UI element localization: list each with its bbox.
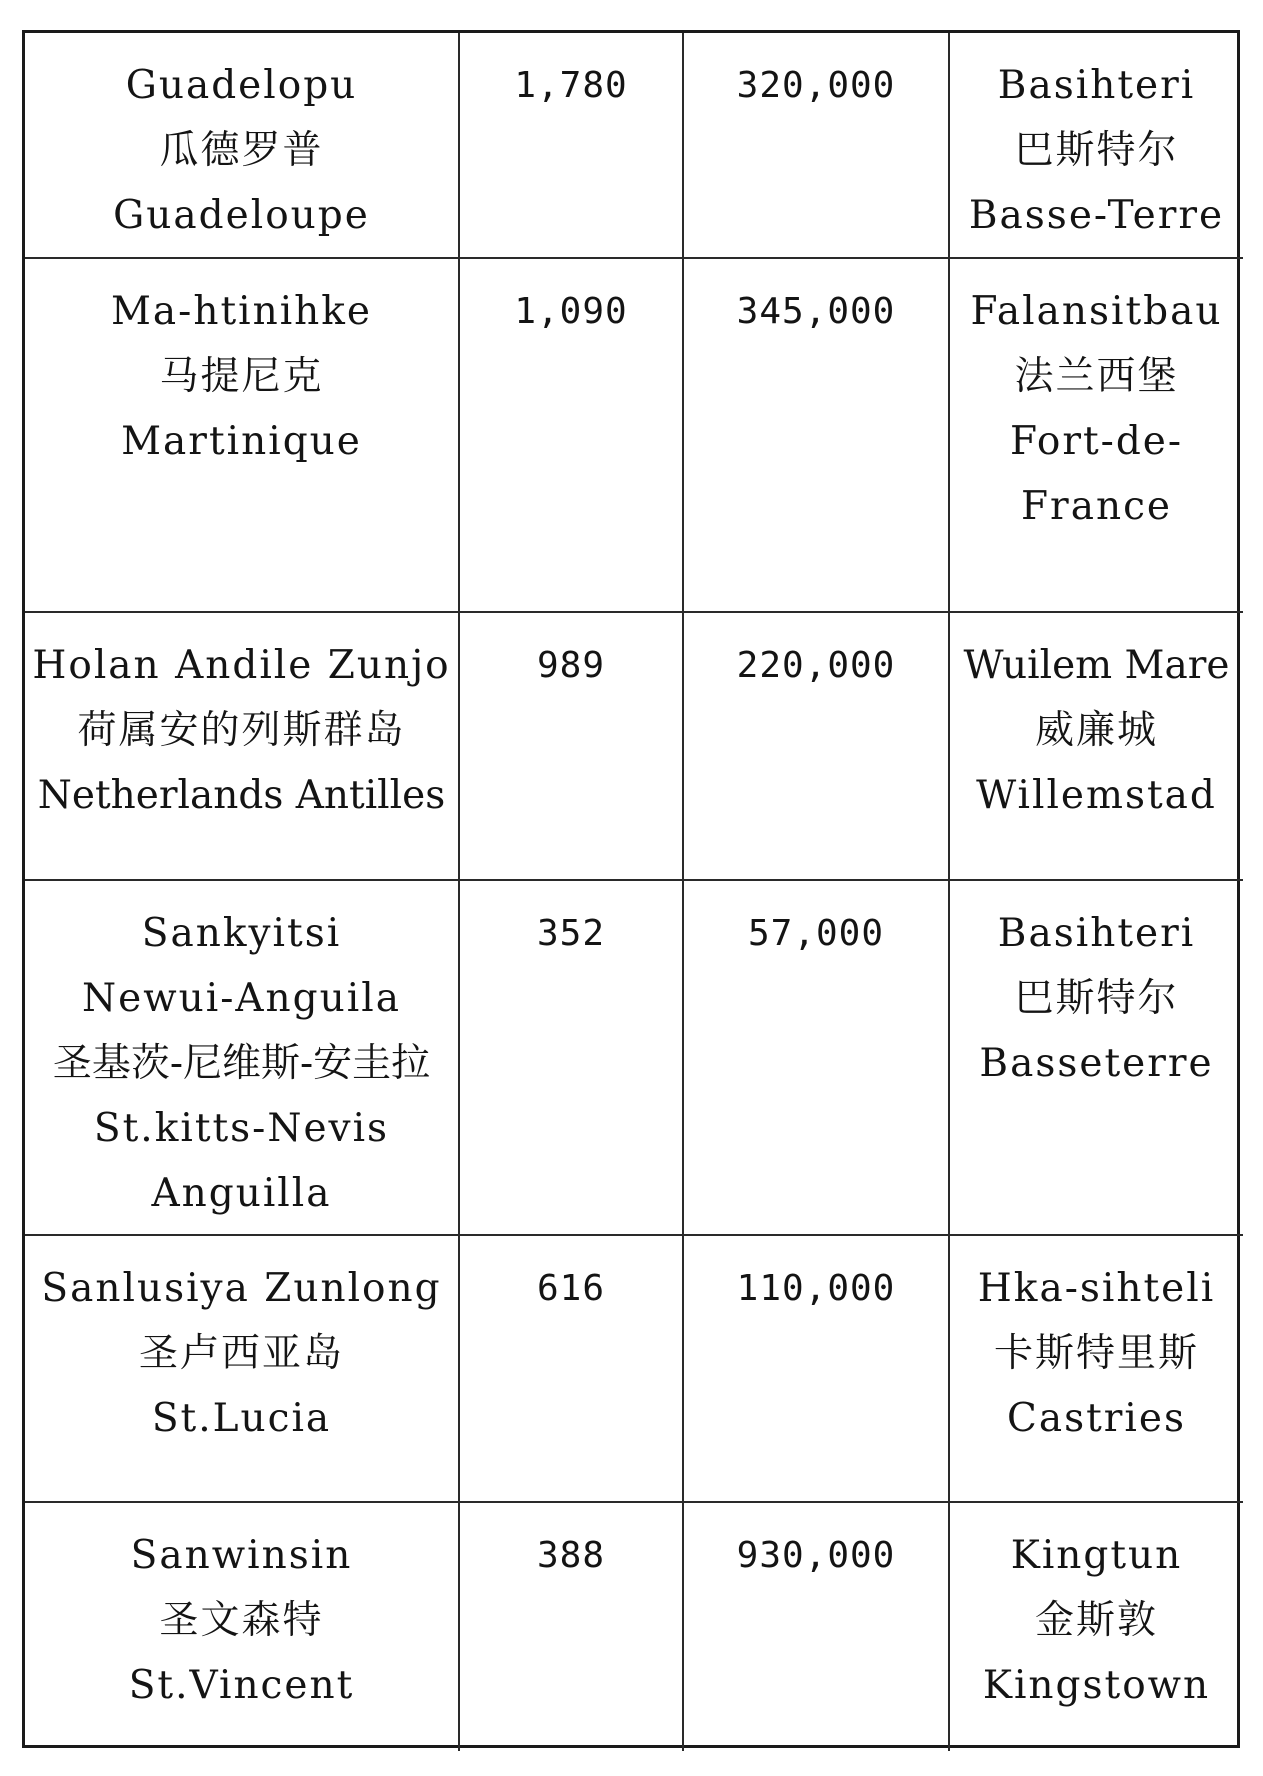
table-row bbox=[25, 612, 1243, 880]
name-transliteration: Sankyitsi bbox=[141, 911, 342, 956]
name-english: Netherlands Antilles bbox=[37, 773, 446, 818]
capital-chinese: 卡斯特里斯 bbox=[993, 1331, 1199, 1376]
area-cell: 352 bbox=[459, 880, 683, 1235]
name-transliteration: Sanlusiya Zunlong bbox=[41, 1266, 442, 1311]
area-cell: 989 bbox=[459, 612, 683, 880]
name-transliteration: Guadelopu bbox=[125, 63, 358, 108]
gazetteer-table-frame bbox=[22, 30, 1240, 1748]
capital-english: Basse-Terre bbox=[968, 193, 1225, 238]
capital-transliteration: Basihteri bbox=[997, 911, 1196, 956]
table-row bbox=[25, 880, 1243, 1235]
capital-english: Basseterre bbox=[979, 1041, 1214, 1086]
capital-transliteration: Falansitbau bbox=[970, 289, 1223, 334]
capital-english-continued: France bbox=[1021, 484, 1172, 529]
population-cell: 220,000 bbox=[683, 612, 949, 880]
capital-cell bbox=[949, 880, 1243, 1235]
capital-transliteration: Kingtun bbox=[1010, 1533, 1183, 1578]
name-chinese: 圣基茨-尼维斯-安圭拉 bbox=[52, 1041, 431, 1086]
name-transliteration: Holan Andile Zunjo bbox=[32, 643, 451, 688]
table-row bbox=[25, 1502, 1243, 1751]
name-chinese: 瓜德罗普 bbox=[159, 128, 324, 173]
population-cell: 57,000 bbox=[683, 880, 949, 1235]
area-cell: 388 bbox=[459, 1502, 683, 1751]
capital-chinese: 威廉城 bbox=[1034, 708, 1158, 753]
capital-transliteration: Hka-sihteli bbox=[977, 1266, 1216, 1311]
name-english: Guadeloupe bbox=[113, 193, 370, 238]
territory-name-cell bbox=[25, 612, 459, 880]
capital-english: Kingstown bbox=[982, 1663, 1211, 1708]
population-cell: 110,000 bbox=[683, 1235, 949, 1502]
table-row bbox=[25, 258, 1243, 612]
name-english: Martinique bbox=[121, 419, 362, 464]
capital-transliteration: Wuilem Mare bbox=[963, 643, 1230, 688]
name-transliteration: Ma-htinihke bbox=[110, 289, 373, 334]
table-row bbox=[25, 1235, 1243, 1502]
name-transliteration: Sanwinsin bbox=[130, 1533, 353, 1578]
capital-cell bbox=[949, 1235, 1243, 1502]
name-english: St.Lucia bbox=[151, 1396, 332, 1441]
capital-english: Castries bbox=[1007, 1396, 1186, 1441]
capital-english: Willemstad bbox=[976, 773, 1217, 818]
name-transliteration-continued: Newui-Anguila bbox=[82, 976, 401, 1021]
capital-chinese: 金斯敦 bbox=[1034, 1598, 1158, 1643]
population-cell: 320,000 bbox=[683, 33, 949, 258]
area-cell: 616 bbox=[459, 1235, 683, 1502]
territory-name-cell bbox=[25, 33, 459, 258]
area-cell: 1,780 bbox=[459, 33, 683, 258]
capital-cell bbox=[949, 258, 1243, 612]
territories-table bbox=[25, 33, 1243, 1751]
name-chinese: 圣卢西亚岛 bbox=[138, 1331, 344, 1376]
capital-english: Fort-de- bbox=[1009, 419, 1184, 464]
table-row bbox=[25, 33, 1243, 258]
territory-name-cell bbox=[25, 258, 459, 612]
name-english: St.Vincent bbox=[128, 1663, 355, 1708]
capital-cell bbox=[949, 33, 1243, 258]
name-chinese: 荷属安的列斯群岛 bbox=[77, 708, 406, 753]
capital-chinese: 巴斯特尔 bbox=[1014, 128, 1179, 173]
area-cell: 1,090 bbox=[459, 258, 683, 612]
capital-cell bbox=[949, 1502, 1243, 1751]
name-chinese: 圣文森特 bbox=[159, 1598, 324, 1643]
territory-name-cell bbox=[25, 1235, 459, 1502]
name-english-continued: Anguilla bbox=[151, 1171, 332, 1216]
population-cell: 930,000 bbox=[683, 1502, 949, 1751]
capital-cell bbox=[949, 612, 1243, 880]
capital-transliteration: Basihteri bbox=[997, 63, 1196, 108]
territory-name-cell bbox=[25, 880, 459, 1235]
name-chinese: 马提尼克 bbox=[159, 354, 324, 399]
territory-name-cell bbox=[25, 1502, 459, 1751]
name-english: St.kitts-Nevis bbox=[93, 1106, 390, 1151]
capital-chinese: 法兰西堡 bbox=[1014, 354, 1179, 399]
capital-chinese: 巴斯特尔 bbox=[1014, 976, 1179, 1021]
population-cell: 345,000 bbox=[683, 258, 949, 612]
